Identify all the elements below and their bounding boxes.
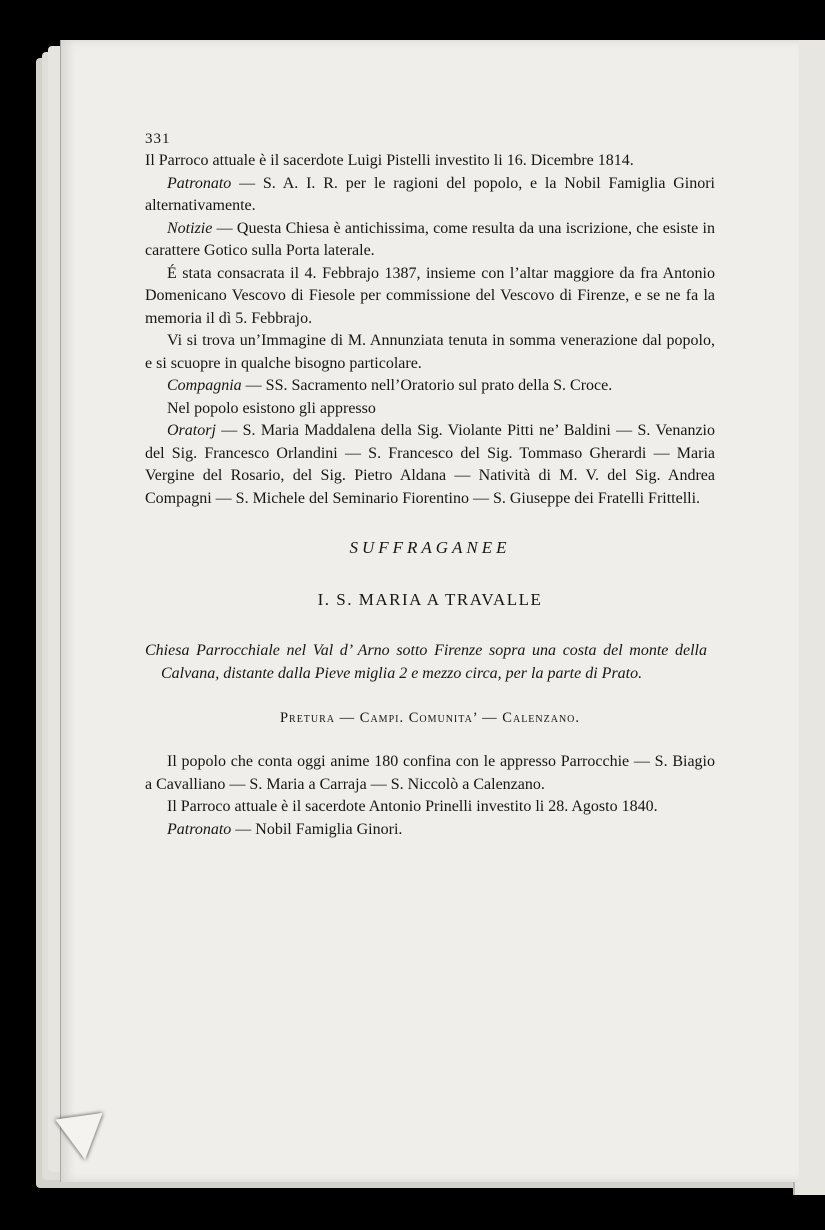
paragraph: Il popolo che conta oggi anime 180 confina con le appresso Parrocchie — S. Biagio a Cavalliano — S. Maria a Carraja — S. Niccolò a Calenzano. bbox=[145, 753, 715, 793]
page-text bbox=[145, 128, 715, 841]
corner-fold bbox=[55, 1113, 109, 1163]
paragraph-notizie: Notizie — Questa Chiesa è antichissima, come resulta da una iscrizione, che esiste in carattere Gotico sulla Porta laterale. bbox=[145, 219, 715, 259]
church-description: Chiesa Parrocchiale nel Val d’ Arno sotto Firenze sopra una costa del monte della Calvana, distante dalla Pieve miglia 2 e mezzo circa, per la parte di Prato. bbox=[145, 642, 707, 682]
paragraph-compagnia: Compagnia — SS. Sacramento nell’Oratorio sul prato della S. Croce. bbox=[167, 377, 613, 394]
paragraph: É stata consacrata il 4. Febbrajo 1387, insieme con l’altar maggiore da fra Antonio Domenicano Vescovo di Fiesole per commissione del Vescovo di Firenze, e se ne fa la memoria il dì 5. Febbrajo. bbox=[145, 264, 715, 327]
paragraph: Vi si trova un’Immagine di M. Annunziata tenuta in somma venerazione dal popolo, e si scuopre in qualche bisogno particolare. bbox=[145, 332, 715, 372]
paragraph: Nel popolo esistono gli appresso bbox=[167, 399, 376, 417]
paragraph-oratorj: Oratorj — S. Maria Maddalena della Sig. Violante Pitti ne’ Baldini — S. Venanzio del Sig. Francesco Orlandini — S. Francesco del Sig. Tommaso Gherardi — Maria Vergine del Rosario, del Sig. Pietro Aldana — Natività di M. V. del Sig. Andrea Compagni — S. Michele del Seminario Fiorentino — S. Giuseppe dei Fratelli Frittelli. bbox=[145, 422, 715, 507]
jurisdiction-line: Pretura — Campi. Comunita’ — Calenzano. bbox=[279, 710, 581, 726]
paragraph-patronato: Patronato — Nobil Famiglia Ginori. bbox=[167, 820, 403, 838]
page-number: 331 bbox=[145, 131, 171, 147]
church-heading: I. S. MARIA A TRAVALLE bbox=[317, 590, 543, 609]
paragraph: Il Parroco attuale è il sacerdote Antonio Prinelli investito li 28. Agosto 1840. bbox=[167, 798, 658, 815]
section-heading: SUFFRAGANEE bbox=[349, 538, 511, 557]
paragraph: Il Parroco attuale è il sacerdote Luigi Pistelli investito li 16. Dicembre 1814. bbox=[145, 152, 634, 169]
paragraph-patronato: Patronato — S. A. I. R. per le ragioni del popolo, e la Nobil Famiglia Ginori alternativamente. bbox=[145, 174, 715, 214]
